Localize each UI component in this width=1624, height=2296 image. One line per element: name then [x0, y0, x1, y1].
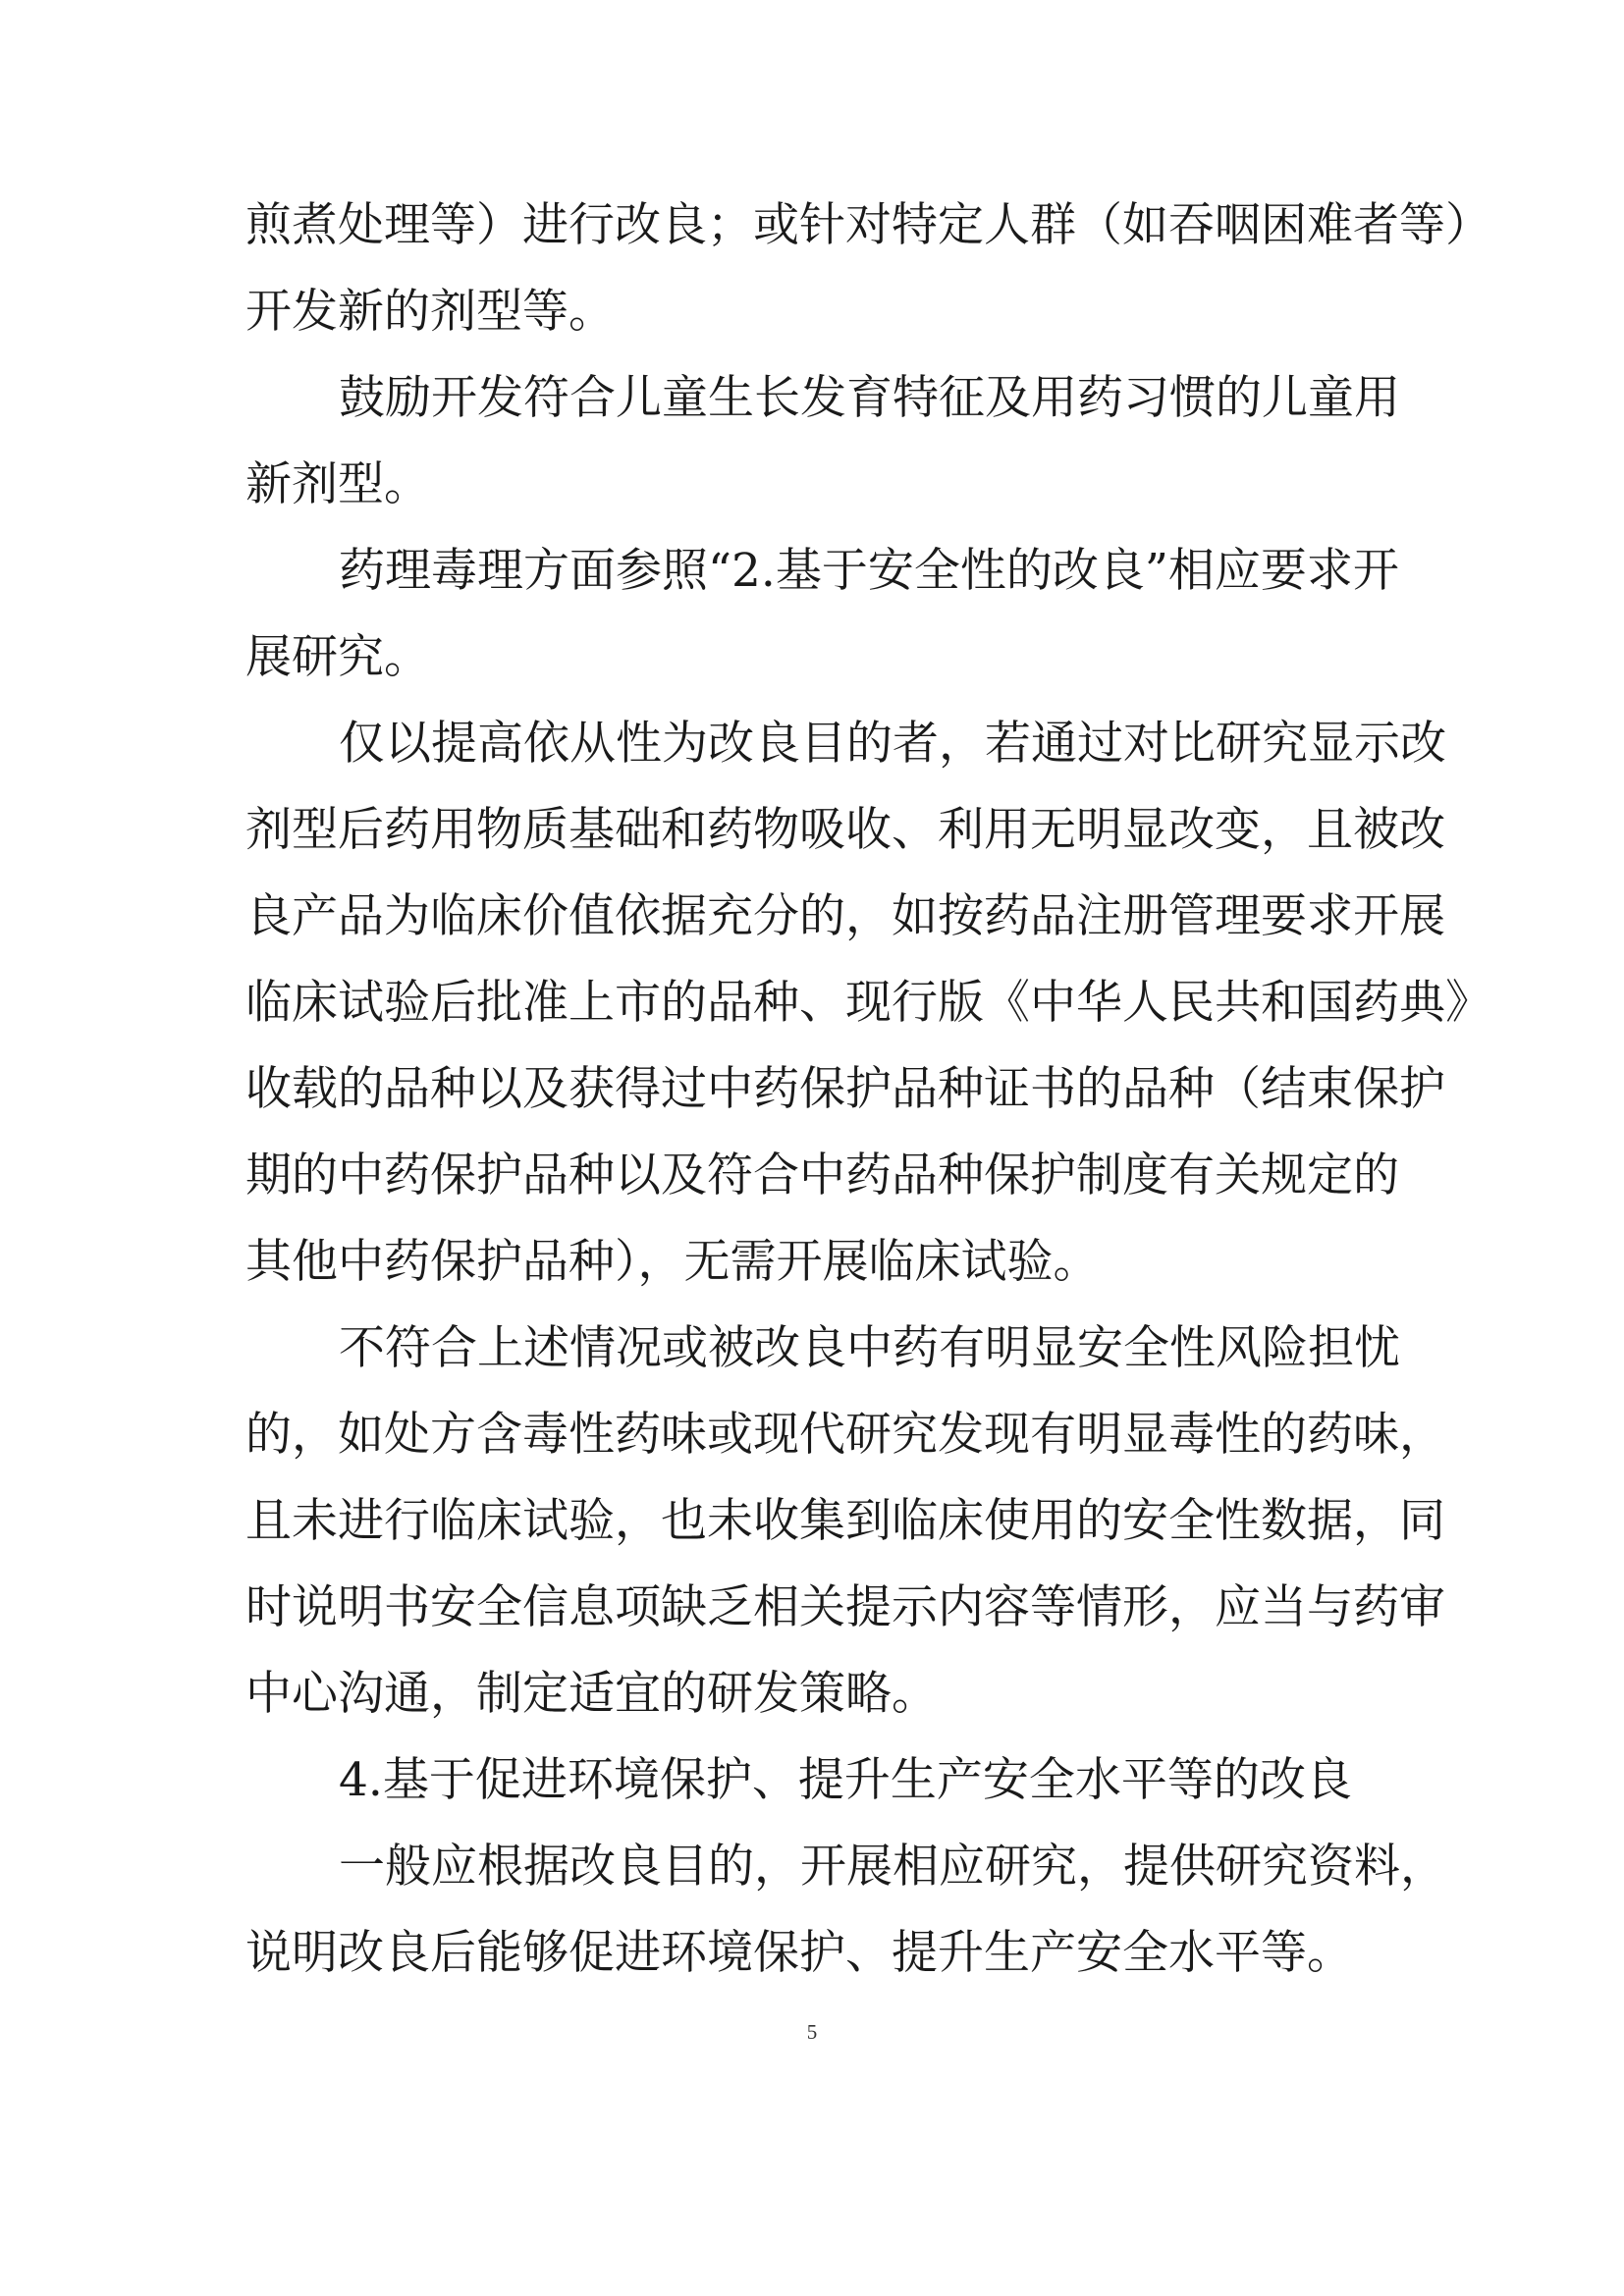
text-line: 仅以提高依从性为改良目的者，若通过对比研究显示改 — [339, 717, 1446, 771]
page-number: 5 — [806, 2020, 818, 2044]
text-line: 良产品为临床价值依据充分的，如按药品注册管理要求开展 — [245, 889, 1445, 943]
text-line: 鼓励开发符合儿童生长发育特征及用药习惯的儿童用 — [339, 371, 1400, 425]
text-line: 期的中药保护品种以及符合中药品种保护制度有关规定的 — [245, 1148, 1399, 1202]
text-line: 临床试验后批准上市的品种、现行版《中华人民共和国药典》 — [245, 976, 1491, 1030]
text-line: 时说明书安全信息项缺乏相关提示内容等情形，应当与药审 — [245, 1580, 1445, 1634]
text-line: 展研究。 — [245, 630, 430, 684]
text-line: 且未进行临床试验，也未收集到临床使用的安全性数据，同 — [245, 1494, 1445, 1548]
text-line: 一般应根据改良目的，开展相应研究，提供研究资料， — [339, 1840, 1446, 1894]
text-line: 说明改良后能够促进环境保护、提升生产安全水平等。 — [245, 1926, 1353, 1980]
text-line: 药理毒理方面参照“2.基于安全性的改良”相应要求开 — [339, 544, 1399, 598]
text-line: 新剂型。 — [245, 457, 430, 511]
text-line: 剂型后药用物质基础和药物吸收、利用无明显改变，且被改 — [245, 803, 1445, 857]
section-heading: 4.基于促进环境保护、提升生产安全水平等的改良 — [339, 1753, 1352, 1807]
text-line: 煎煮处理等）进行改良；或针对特定人群（如吞咽困难者等） — [245, 198, 1491, 252]
text-line: 开发新的剂型等。 — [245, 285, 615, 339]
text-line: 中心沟通，制定适宜的研发策略。 — [245, 1667, 938, 1721]
text-line: 的，如处方含毒性药味或现代研究发现有明显毒性的药味， — [245, 1408, 1445, 1462]
text-line: 其他中药保护品种），无需开展临床试验。 — [245, 1235, 1100, 1289]
text-line: 收载的品种以及获得过中药保护品种证书的品种（结束保护 — [245, 1062, 1445, 1116]
text-line: 不符合上述情况或被改良中药有明显安全性风险担忧 — [339, 1321, 1400, 1375]
